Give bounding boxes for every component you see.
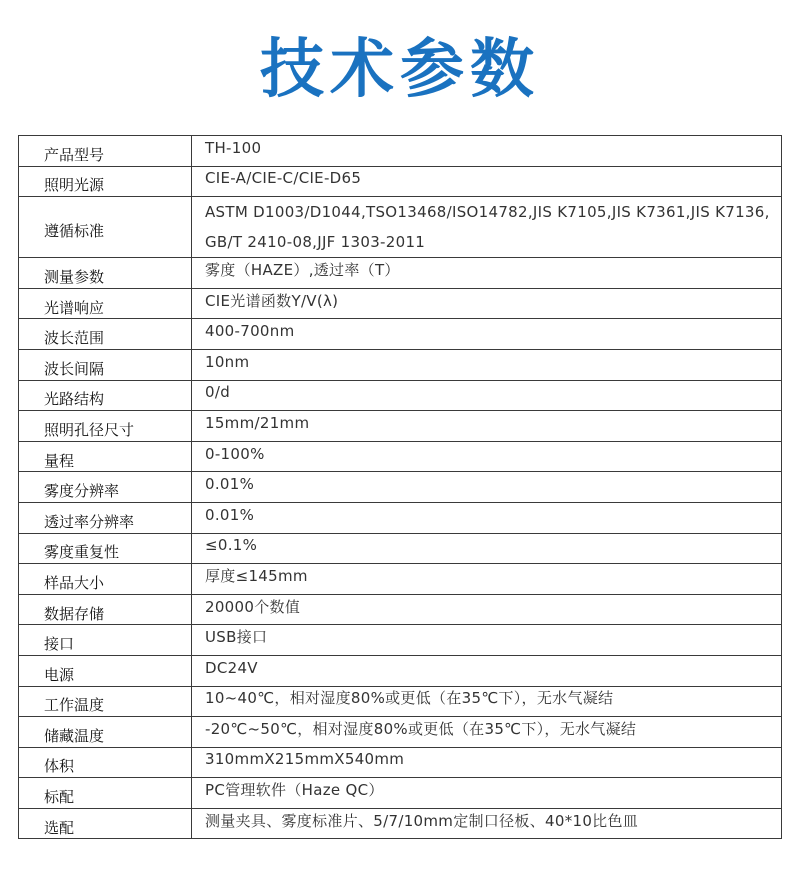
spec-value: 0.01% xyxy=(192,502,782,533)
spec-label: 数据存储 xyxy=(19,594,192,625)
table-row xyxy=(19,564,782,595)
spec-label: 波长间隔 xyxy=(19,349,192,380)
spec-value: CIE-A/CIE-C/CIE-D65 xyxy=(192,166,782,197)
spec-value: ≤0.1% xyxy=(192,533,782,564)
table-row xyxy=(19,747,782,778)
spec-label: 光谱响应 xyxy=(19,288,192,319)
spec-value: 10nm xyxy=(192,349,782,380)
page-title: 技术参数 xyxy=(260,33,540,107)
spec-label: 接口 xyxy=(19,625,192,656)
table-row xyxy=(19,808,782,839)
table-row xyxy=(19,411,782,442)
spec-label: 透过率分辨率 xyxy=(19,502,192,533)
spec-label: 工作温度 xyxy=(19,686,192,717)
spec-value: 0-100% xyxy=(192,441,782,472)
spec-label: 照明光源 xyxy=(19,166,192,197)
spec-label: 选配 xyxy=(19,808,192,839)
table-row xyxy=(19,380,782,411)
spec-value: -20℃~50℃，相对湿度80%或更低（在35℃下），无水气凝结 xyxy=(192,717,782,748)
spec-label: 体积 xyxy=(19,747,192,778)
table-row xyxy=(19,472,782,503)
spec-label: 电源 xyxy=(19,655,192,686)
spec-label: 样品大小 xyxy=(19,564,192,595)
spec-value: USB接口 xyxy=(192,625,782,656)
spec-label: 标配 xyxy=(19,778,192,809)
spec-value: 0/d xyxy=(192,380,782,411)
table-row xyxy=(19,655,782,686)
spec-value: 0.01% xyxy=(192,472,782,503)
spec-value: 15mm/21mm xyxy=(192,411,782,442)
spec-label: 光路结构 xyxy=(19,380,192,411)
spec-value: 310mmX215mmX540mm xyxy=(192,747,782,778)
spec-label: 量程 xyxy=(19,441,192,472)
spec-label: 遵循标准 xyxy=(19,197,192,258)
spec-value: TH-100 xyxy=(192,136,782,167)
spec-label: 测量参数 xyxy=(19,258,192,289)
table-row xyxy=(19,349,782,380)
spec-value: PC管理软件（Haze QC） xyxy=(192,778,782,809)
table-row xyxy=(19,778,782,809)
spec-value: ASTM D1003/D1044,TSO13468/ISO14782,JIS K7105,JIS K7361,JIS K7136, GB/T 2410-08,JJF 1303-2011 xyxy=(192,197,782,258)
table-row xyxy=(19,319,782,350)
spec-value: 20000个数值 xyxy=(192,594,782,625)
spec-label: 照明孔径尺寸 xyxy=(19,411,192,442)
spec-value: 10~40℃，相对湿度80%或更低（在35℃下），无水气凝结 xyxy=(192,686,782,717)
spec-value: 测量夹具、雾度标准片、5/7/10mm定制口径板、40*10比色皿 xyxy=(192,808,782,839)
table-row xyxy=(19,717,782,748)
spec-label: 储藏温度 xyxy=(19,717,192,748)
spec-value: CIE光谱函数Y/V(λ) xyxy=(192,288,782,319)
spec-value: 厚度≤145mm xyxy=(192,564,782,595)
table-row xyxy=(19,258,782,289)
table-row xyxy=(19,533,782,564)
spec-label: 雾度分辨率 xyxy=(19,472,192,503)
spec-value: DC24V xyxy=(192,655,782,686)
table-row xyxy=(19,625,782,656)
table-row xyxy=(19,441,782,472)
table-row xyxy=(19,288,782,319)
table-row xyxy=(19,594,782,625)
table-row xyxy=(19,502,782,533)
spec-table xyxy=(18,135,782,839)
spec-label: 波长范围 xyxy=(19,319,192,350)
table-row xyxy=(19,136,782,167)
table-row xyxy=(19,166,782,197)
table-row xyxy=(19,197,782,258)
spec-value: 400-700nm xyxy=(192,319,782,350)
spec-value: 雾度（HAZE）,透过率（T） xyxy=(192,258,782,289)
spec-label: 产品型号 xyxy=(19,136,192,167)
table-row xyxy=(19,686,782,717)
spec-label: 雾度重复性 xyxy=(19,533,192,564)
